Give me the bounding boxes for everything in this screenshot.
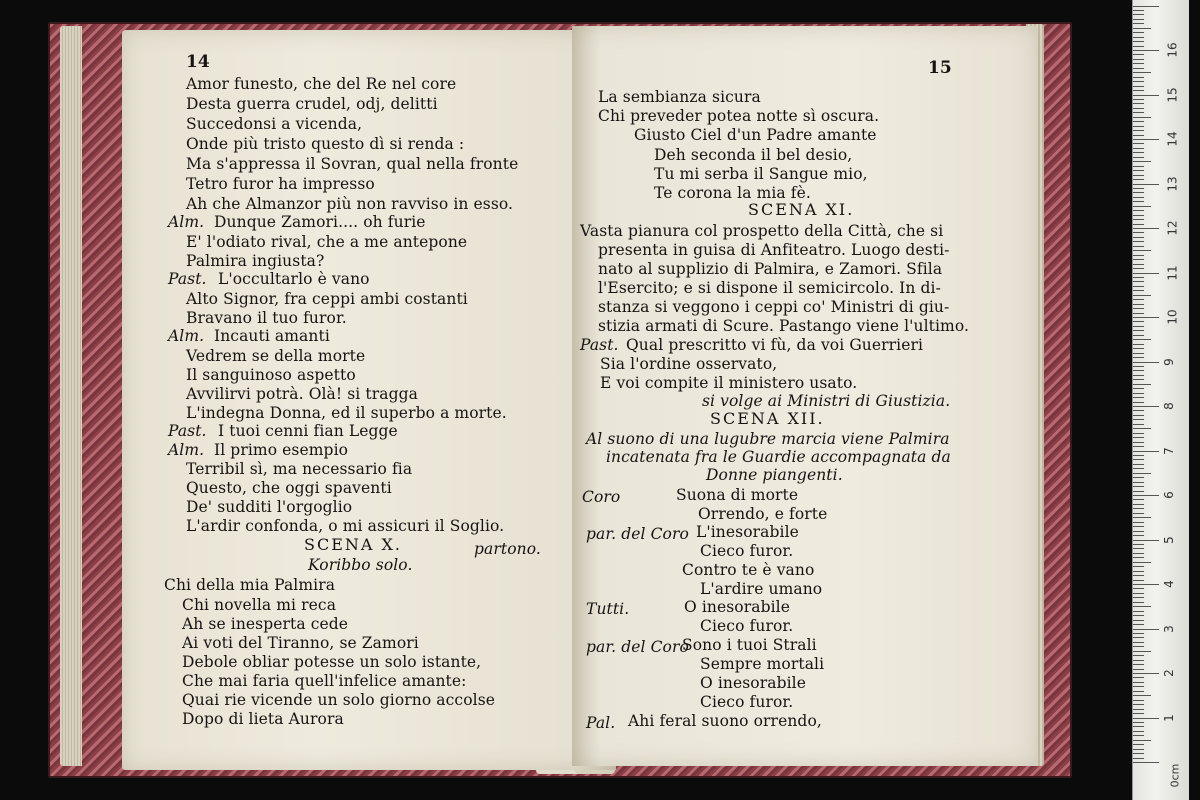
ruler-tick [1133,633,1144,634]
verse-line: Che mai faria quell'infelice amante: [182,672,467,690]
page-number: 14 [186,52,210,72]
ruler-tick [1133,197,1144,198]
verse-line: Questo, che oggi spaventi [186,479,392,497]
ruler-tick [1133,637,1144,638]
ruler-tick [1133,700,1144,701]
speaker-label: par. del Coro [586,525,689,543]
stage-direction: Al suono di una lugubre marcia viene Palmira [586,430,950,448]
verse-line: La sembianza sicura [598,88,761,106]
ruler-tick [1133,682,1144,683]
speaker-label: par. del Coro [586,638,689,656]
ruler-tick [1133,215,1144,216]
ruler-tick [1133,593,1144,594]
ruler-number: 3 [1161,624,1176,633]
verse-line: Avvilirvi potrà. Olà! si tragga [186,385,418,403]
ruler-tick [1133,664,1144,665]
verse-line: Alto Signor, fra ceppi ambi costanti [186,290,468,308]
ruler-number: 10 [1165,309,1180,325]
stage-direction: nato al supplizio di Palmira, e Zamori. Sfila [598,260,943,278]
verse-line: Vedrem se della morte [186,347,366,365]
ruler-tick [1133,544,1144,545]
verse-line: Giusto Ciel d'un Padre amante [634,126,877,144]
ruler-tick [1133,597,1144,598]
ruler-tick [1133,126,1144,127]
ruler-tick [1133,393,1144,394]
ruler-tick [1133,406,1159,407]
right-page [572,26,1038,766]
ruler-tick [1133,446,1144,447]
ruler-tick [1133,299,1144,300]
ruler-tick [1133,273,1159,274]
verse-line: Onde più tristo questo dì si renda : [186,135,465,153]
verse-line: Te corona la mia fè. [654,184,811,202]
ruler-tick [1133,14,1144,15]
verse-line: Chi preveder potea notte sì oscura. [598,107,880,125]
page-number: 15 [928,58,952,78]
ruler-tick [1133,726,1144,727]
ruler-tick [1133,286,1144,287]
ruler-tick [1133,143,1144,144]
verse-line: E' l'odiato rival, che a me antepone [186,233,468,251]
ruler-tick [1133,108,1144,109]
ruler-number: 7 [1161,446,1176,455]
ruler-tick [1133,402,1144,403]
stage-direction: l'Esercito; e si dispone il semicircolo. In di- [598,279,941,297]
ruler-tick [1133,433,1144,434]
ruler-number: 13 [1165,175,1180,192]
speaker-label: Tutti. [586,600,630,618]
ruler-tick [1133,353,1144,354]
ruler-tick [1133,246,1144,247]
ruler-tick [1133,731,1144,732]
verse-line: Sono i tuoi Strali [682,636,817,654]
verse-line: Incauti amanti [214,327,330,345]
ruler-tick [1133,580,1144,581]
speaker-label: Coro [582,488,621,506]
ruler-tick [1133,228,1159,229]
ruler-tick [1133,526,1144,527]
verse-line: Ah se inesperta cede [182,615,349,633]
verse-line: Terribil sì, ma necessario fia [186,460,413,478]
verse-line: Amor funesto, che del Re nel core [186,75,457,93]
ruler-tick [1133,468,1144,469]
ruler-tick [1133,81,1144,82]
ruler-number: 4 [1161,580,1176,588]
ruler-tick [1133,317,1159,318]
stage-direction: Koribbo solo. [308,556,413,574]
ruler-tick [1133,206,1151,207]
ruler-tick [1133,686,1144,687]
ruler-tick [1133,161,1151,162]
ruler-tick [1133,339,1151,340]
ruler-tick [1133,651,1151,652]
ruler-tick [1133,451,1159,452]
ruler-tick [1133,304,1144,305]
verse-line: Ma s'appressa il Sovran, qual nella fronte [186,155,519,173]
ruler-tick [1133,540,1159,541]
ruler-tick [1133,744,1144,745]
verse-line: Tetro furor ha impresso [186,175,375,193]
ruler-tick [1133,308,1144,309]
ruler-tick [1133,571,1144,572]
ruler-tick [1133,513,1144,514]
verse-line: Ah che Almanzor più non ravviso in esso. [186,195,514,213]
ruler-tick [1133,179,1144,180]
ruler-number: 12 [1165,220,1180,236]
ruler-tick [1133,210,1144,211]
ruler-tick [1133,428,1151,429]
ruler-tick [1133,321,1144,322]
verse-line: Il sanguinoso aspetto [186,366,356,384]
verse-line: Cieco furor. [700,542,794,560]
ruler-tick [1133,41,1144,42]
ruler-tick [1133,326,1144,327]
ruler-tick [1133,709,1144,710]
verse-line: Palmira ingiusta? [186,252,325,270]
ruler-tick [1133,437,1144,438]
ruler-tick [1133,95,1159,96]
ruler-tick [1133,642,1144,643]
verse-line: Il primo esempio [214,441,349,459]
stage-direction: incatenata fra le Guardie accompagnata da [606,448,951,466]
ruler-tick [1133,313,1144,314]
ruler-tick [1133,23,1144,24]
speaker-label: Alm. [168,441,205,459]
ruler-tick [1133,522,1144,523]
speaker-label: Pal. [586,714,616,732]
ruler-number: 16 [1165,42,1180,58]
ruler-tick [1133,397,1144,398]
ruler-tick [1133,504,1144,505]
ruler-tick [1133,677,1144,678]
ruler-tick [1133,219,1144,220]
ruler-tick [1133,762,1159,763]
speaker-label: Past. [168,422,207,440]
stage-direction: si volge ai Ministri di Giustizia. [702,392,951,410]
ruler-tick [1133,362,1159,363]
ruler-tick [1133,77,1144,78]
scene-heading: SCENA XII. [710,409,825,428]
ruler-tick [1133,295,1151,296]
ruler-tick [1133,32,1144,33]
verse-line: Qual prescritto vi fù, da voi Guerrieri [626,336,924,354]
ruler-tick [1133,375,1144,376]
ruler-tick [1133,290,1144,291]
ruler-tick [1133,103,1144,104]
ruler-tick [1133,237,1144,238]
ruler-tick [1133,366,1144,367]
verse-line: Cieco furor. [700,617,794,635]
verse-line: O inesorabile [700,674,806,692]
verse-line: Contro te è vano [682,561,815,579]
ruler-tick [1133,566,1144,567]
verse-line: Quai rie vicende un solo giorno accolse [182,691,496,709]
ruler-tick [1133,241,1144,242]
ruler-number: 5 [1161,535,1176,544]
ruler-tick [1133,357,1144,358]
ruler-tick [1133,753,1144,754]
ruler-tick [1133,669,1144,670]
ruler-tick [1133,749,1144,750]
left-page-edges [60,26,82,766]
ruler-number: 1 [1161,713,1176,722]
ruler-tick [1133,264,1144,265]
ruler-tick [1133,348,1144,349]
verse-line: Dunque Zamori.... oh furie [214,213,426,231]
verse-line: Ahi feral suono orrendo, [628,712,822,730]
ruler-tick [1133,148,1144,149]
ruler-number: 9 [1161,357,1176,366]
ruler-tick [1133,575,1144,576]
ruler-tick [1133,99,1144,100]
ruler-tick [1133,722,1144,723]
ruler-tick [1133,584,1159,585]
ruler-tick [1133,166,1144,167]
ruler-tick [1133,46,1144,47]
ruler-tick [1133,415,1144,416]
ruler-tick [1133,117,1151,118]
speaker-label: Past. [168,270,207,288]
ruler-tick [1133,50,1159,51]
verse-line: De' sudditi l'orgoglio [186,498,353,516]
ruler-tick [1133,184,1159,185]
ruler-tick [1133,713,1144,714]
ruler-tick [1133,508,1144,509]
ruler-tick [1133,482,1144,483]
verse-line: Sia l'ordine osservato, [600,355,778,373]
ruler-tick [1133,68,1144,69]
ruler-tick [1133,615,1144,616]
ruler-tick [1133,6,1159,7]
ruler-tick [1133,517,1151,518]
ruler-tick [1133,602,1144,603]
ruler-tick [1133,410,1144,411]
ruler-tick [1133,464,1144,465]
verse-line: Sempre mortali [700,655,825,673]
verse-line: Dopo di lieta Aurora [182,710,344,728]
ruler-tick [1133,424,1144,425]
ruler-tick [1133,344,1144,345]
stage-direction: Donne piangenti. [706,466,843,484]
speaker-label: Alm. [168,327,205,345]
ruler-tick [1133,232,1144,233]
ruler-tick [1133,63,1144,64]
ruler-tick [1133,59,1144,60]
stage-direction: stizia armati di Scure. Pastango viene l'ultimo. [598,317,970,335]
ruler-tick [1133,673,1159,674]
ruler-tick [1133,37,1144,38]
ruler-tick [1133,170,1144,171]
ruler-tick [1133,72,1151,73]
stage-direction: Vasta pianura col prospetto della Città, che si [580,222,944,240]
ruler-tick [1133,442,1144,443]
ruler-tick [1133,388,1144,389]
ruler-tick [1133,660,1144,661]
ruler-tick [1133,330,1144,331]
verse-line: Chi della mia Palmira [164,576,336,594]
left-page [122,30,616,770]
ruler-tick [1133,259,1144,260]
ruler-tick [1133,735,1144,736]
ruler-tick [1133,606,1151,607]
ruler-tick [1133,255,1144,256]
ruler-tick [1133,455,1144,456]
ruler-tick [1133,740,1151,741]
verse-line: Ai voti del Tiranno, se Zamori [182,634,419,652]
ruler-tick [1133,477,1144,478]
ruler-tick [1133,646,1144,647]
ruler-tick [1133,548,1144,549]
ruler-tick [1133,655,1144,656]
ruler-tick [1133,268,1144,269]
ruler-tick [1133,473,1151,474]
verse-line: O inesorabile [684,598,790,616]
ruler-tick [1133,379,1144,380]
ruler-tick [1133,620,1144,621]
scene-heading: SCENA X. [304,535,402,554]
ruler-tick [1133,557,1144,558]
ruler-tick [1133,10,1144,11]
ruler-tick [1133,152,1144,153]
ruler-number: 2 [1161,669,1176,677]
ruler-tick [1133,624,1144,625]
ruler-tick [1133,419,1144,420]
verse-line: L'indegna Donna, ed il superbo a morte. [186,404,507,422]
stage-direction: partono. [474,540,541,558]
verse-line: Tu mi serba il Sangue mio, [654,165,868,183]
ruler-tick [1133,201,1144,202]
ruler-tick [1133,28,1151,29]
ruler-tick [1133,19,1144,20]
verse-line: L'ardir confonda, o mi assicuri il Soglio. [186,517,505,535]
ruler-tick [1133,495,1159,496]
stage-direction: stanza si veggono i ceppi co' Ministri di giu- [598,298,950,316]
ruler-number: 15 [1165,86,1180,103]
ruler-tick [1133,588,1144,589]
ruler-unit: 0cm [1168,763,1182,788]
verse-line: L'ardire umano [700,580,823,598]
ruler-tick [1133,531,1144,532]
ruler-tick [1133,86,1144,87]
ruler-tick [1133,188,1144,189]
ruler-tick [1133,130,1144,131]
verse-line: L'occultarlo è vano [218,270,370,288]
ruler-number: 8 [1161,402,1176,410]
ruler-tick [1133,139,1159,140]
ruler-tick [1133,491,1144,492]
verse-line: Cieco furor. [700,693,794,711]
ruler-tick [1133,192,1144,193]
ruler-tick [1133,562,1151,563]
ruler-tick [1133,629,1159,630]
verse-line: E voi compite il ministero usato. [600,374,858,392]
speaker-label: Alm. [168,213,205,231]
ruler-tick [1133,157,1144,158]
verse-line: I tuoi cenni fian Legge [218,422,398,440]
ruler-tick [1133,758,1144,759]
ruler-tick [1133,459,1144,460]
ruler-tick [1133,135,1144,136]
ruler-tick [1133,112,1144,113]
ruler-tick [1133,691,1144,692]
speaker-label: Past. [580,336,619,354]
ruler-tick [1133,54,1144,55]
ruler-tick [1133,718,1159,719]
ruler-tick [1133,499,1144,500]
verse-line: Chi novella mi reca [182,596,337,614]
verse-line: Orrendo, e forte [698,505,828,523]
ruler-tick [1133,384,1151,385]
ruler-tick [1133,611,1144,612]
verse-line: L'inesorabile [696,523,799,541]
measuring-ruler [1132,0,1189,800]
verse-line: Desta guerra crudel, odj, delitti [186,95,438,113]
scene-heading: SCENA XI. [748,200,855,219]
ruler-number: 11 [1165,264,1180,281]
verse-line: Succedonsi a vicenda, [186,115,363,133]
ruler-tick [1133,175,1144,176]
ruler-tick [1133,704,1144,705]
ruler-tick [1133,535,1144,536]
ruler-tick [1133,90,1144,91]
ruler-tick [1133,553,1144,554]
stage-direction: presenta in guisa di Anfiteatro. Luogo desti- [598,241,950,259]
ruler-tick [1133,281,1144,282]
ruler-tick [1133,250,1151,251]
ruler-tick [1133,335,1144,336]
ruler-number: 6 [1161,491,1176,499]
ruler-tick [1133,486,1144,487]
ruler-number: 14 [1165,131,1180,147]
ruler-tick [1133,695,1151,696]
ruler-tick [1133,370,1144,371]
ruler-tick [1133,277,1144,278]
verse-line: Deh seconda il bel desio, [654,146,853,164]
ruler-tick [1133,121,1144,122]
verse-line: Suona di morte [676,486,799,504]
verse-line: Bravano il tuo furor. [186,309,347,327]
verse-line: Debole obliar potesse un solo istante, [182,653,482,671]
ruler-tick [1133,224,1144,225]
